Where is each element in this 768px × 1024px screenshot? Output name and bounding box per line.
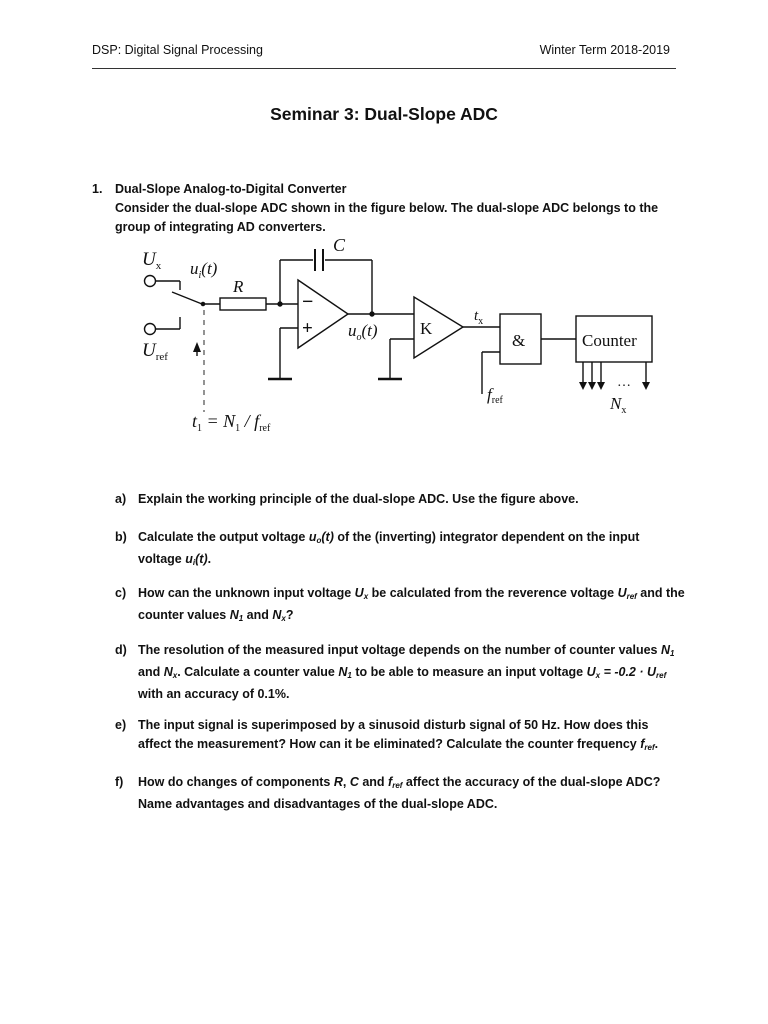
label-fref: f	[487, 385, 492, 404]
label-plus: +	[302, 318, 313, 339]
subquestion-text: The input signal is superimposed by a sinusoid disturb signal of 50 Hz. How does this affect the measurement? How can it be eliminated? Calculate the counter frequency $f_{ref}$.	[138, 718, 659, 752]
svg-text:fref	[487, 385, 504, 406]
label-ui-sub: i	[198, 270, 202, 281]
uref-terminal	[145, 324, 156, 335]
subquestion-e	[115, 716, 685, 757]
label-counter: Counter	[582, 331, 637, 350]
svg-text:Ux	[142, 249, 162, 272]
subquestion-c	[115, 584, 685, 628]
label-nx-sub: x	[621, 405, 627, 416]
label-fref-sub: ref	[491, 395, 503, 406]
label-ux: U	[142, 249, 156, 270]
subquestion-label: d)	[115, 643, 127, 657]
subquestion-a	[115, 490, 685, 509]
switch-blade	[172, 292, 202, 304]
label-uo-sub: o	[356, 332, 362, 343]
label-t1-sub: 1	[197, 423, 203, 434]
label-uref-sub: ref	[155, 351, 168, 363]
subquestion-text: Explain the working principle of the dual-slope ADC. Use the figure above.	[138, 492, 579, 506]
dual-slope-adc-circuit	[130, 232, 660, 444]
label-dots: …	[617, 375, 631, 390]
subquestion-b	[115, 528, 685, 572]
label-uref: U	[142, 340, 156, 361]
label-r: R	[233, 277, 244, 296]
label-minus: −	[302, 291, 314, 313]
label-ux-sub: x	[155, 260, 162, 272]
label-uo: u	[348, 321, 357, 340]
label-n1-sub: 1	[235, 423, 241, 434]
label-tx-sub: x	[478, 316, 484, 327]
svg-text:ui(t)	[190, 259, 218, 281]
subquestion-text: How do changes of components R, C and $f_{ref}$ affect the accuracy of the dual-slope ADC? Name advantages and disadvantages of the dual-slope ADC.	[138, 775, 661, 811]
header-rule	[92, 68, 676, 69]
label-ui-arg: (t)	[201, 259, 218, 278]
subquestion-label: a)	[115, 492, 127, 506]
label-t1: t	[192, 411, 198, 431]
label-eq-ref-sub: ref	[259, 423, 271, 434]
header-term: Winter Term 2018-2019	[539, 43, 670, 57]
question-number: 1.	[92, 182, 103, 196]
label-eq-mid: = N	[202, 411, 236, 431]
svg-text:Nx	[609, 394, 626, 416]
subquestion-label: f)	[115, 775, 124, 789]
ux-terminal	[145, 276, 156, 287]
svg-text:tx	[474, 308, 483, 327]
question-title: Dual-Slope Analog-to-Digital Converter	[115, 182, 347, 196]
question-description: Consider the dual-slope ADC shown in the figure below. The dual-slope ADC belongs to the group of integrating AD converters.	[115, 201, 659, 234]
svg-text:t1 = N1 / fref	[192, 411, 271, 434]
subquestion-label: c)	[115, 586, 127, 600]
subquestion-label: b)	[115, 530, 127, 544]
header-course: DSP: Digital Signal Processing	[92, 43, 263, 57]
label-c: C	[333, 235, 346, 255]
label-eq-slash: / f	[240, 411, 260, 431]
resistor	[220, 298, 266, 310]
subquestion-text: Calculate the output voltage $u_o(t)$ of the (inverting) integrator dependent on the input voltage $u_i(t)$.	[138, 530, 640, 567]
label-ui: u	[190, 259, 199, 278]
svg-text:uo(t)	[348, 321, 378, 343]
subquestion-text: The resolution of the measured input voltage depends on the number of counter values $N_1$ and $N_x$. Calculate a counter value $N_1$ to be able to measure an input voltage $U_x = -0.2 \cdot U_{ref}$ with an accuracy of 0.1%.	[138, 643, 675, 701]
label-and: &	[512, 331, 526, 350]
page-title: Seminar 3: Dual-Slope ADC	[270, 104, 498, 124]
subquestion-f	[115, 773, 685, 814]
subquestion-d	[115, 641, 685, 704]
label-tx: t	[474, 308, 479, 324]
subquestion-label: e)	[115, 718, 127, 732]
subquestion-text: How can the unknown input voltage $U_x$ be calculated from the reverence voltage $U_{ref}$ and the counter values $N_1$ and $N_x$?	[138, 586, 685, 623]
label-nx: N	[610, 394, 622, 413]
label-k: K	[420, 319, 433, 338]
counter-output-arrows	[583, 362, 646, 382]
svg-text:Uref	[142, 340, 168, 363]
label-uo-arg: (t)	[361, 321, 378, 340]
